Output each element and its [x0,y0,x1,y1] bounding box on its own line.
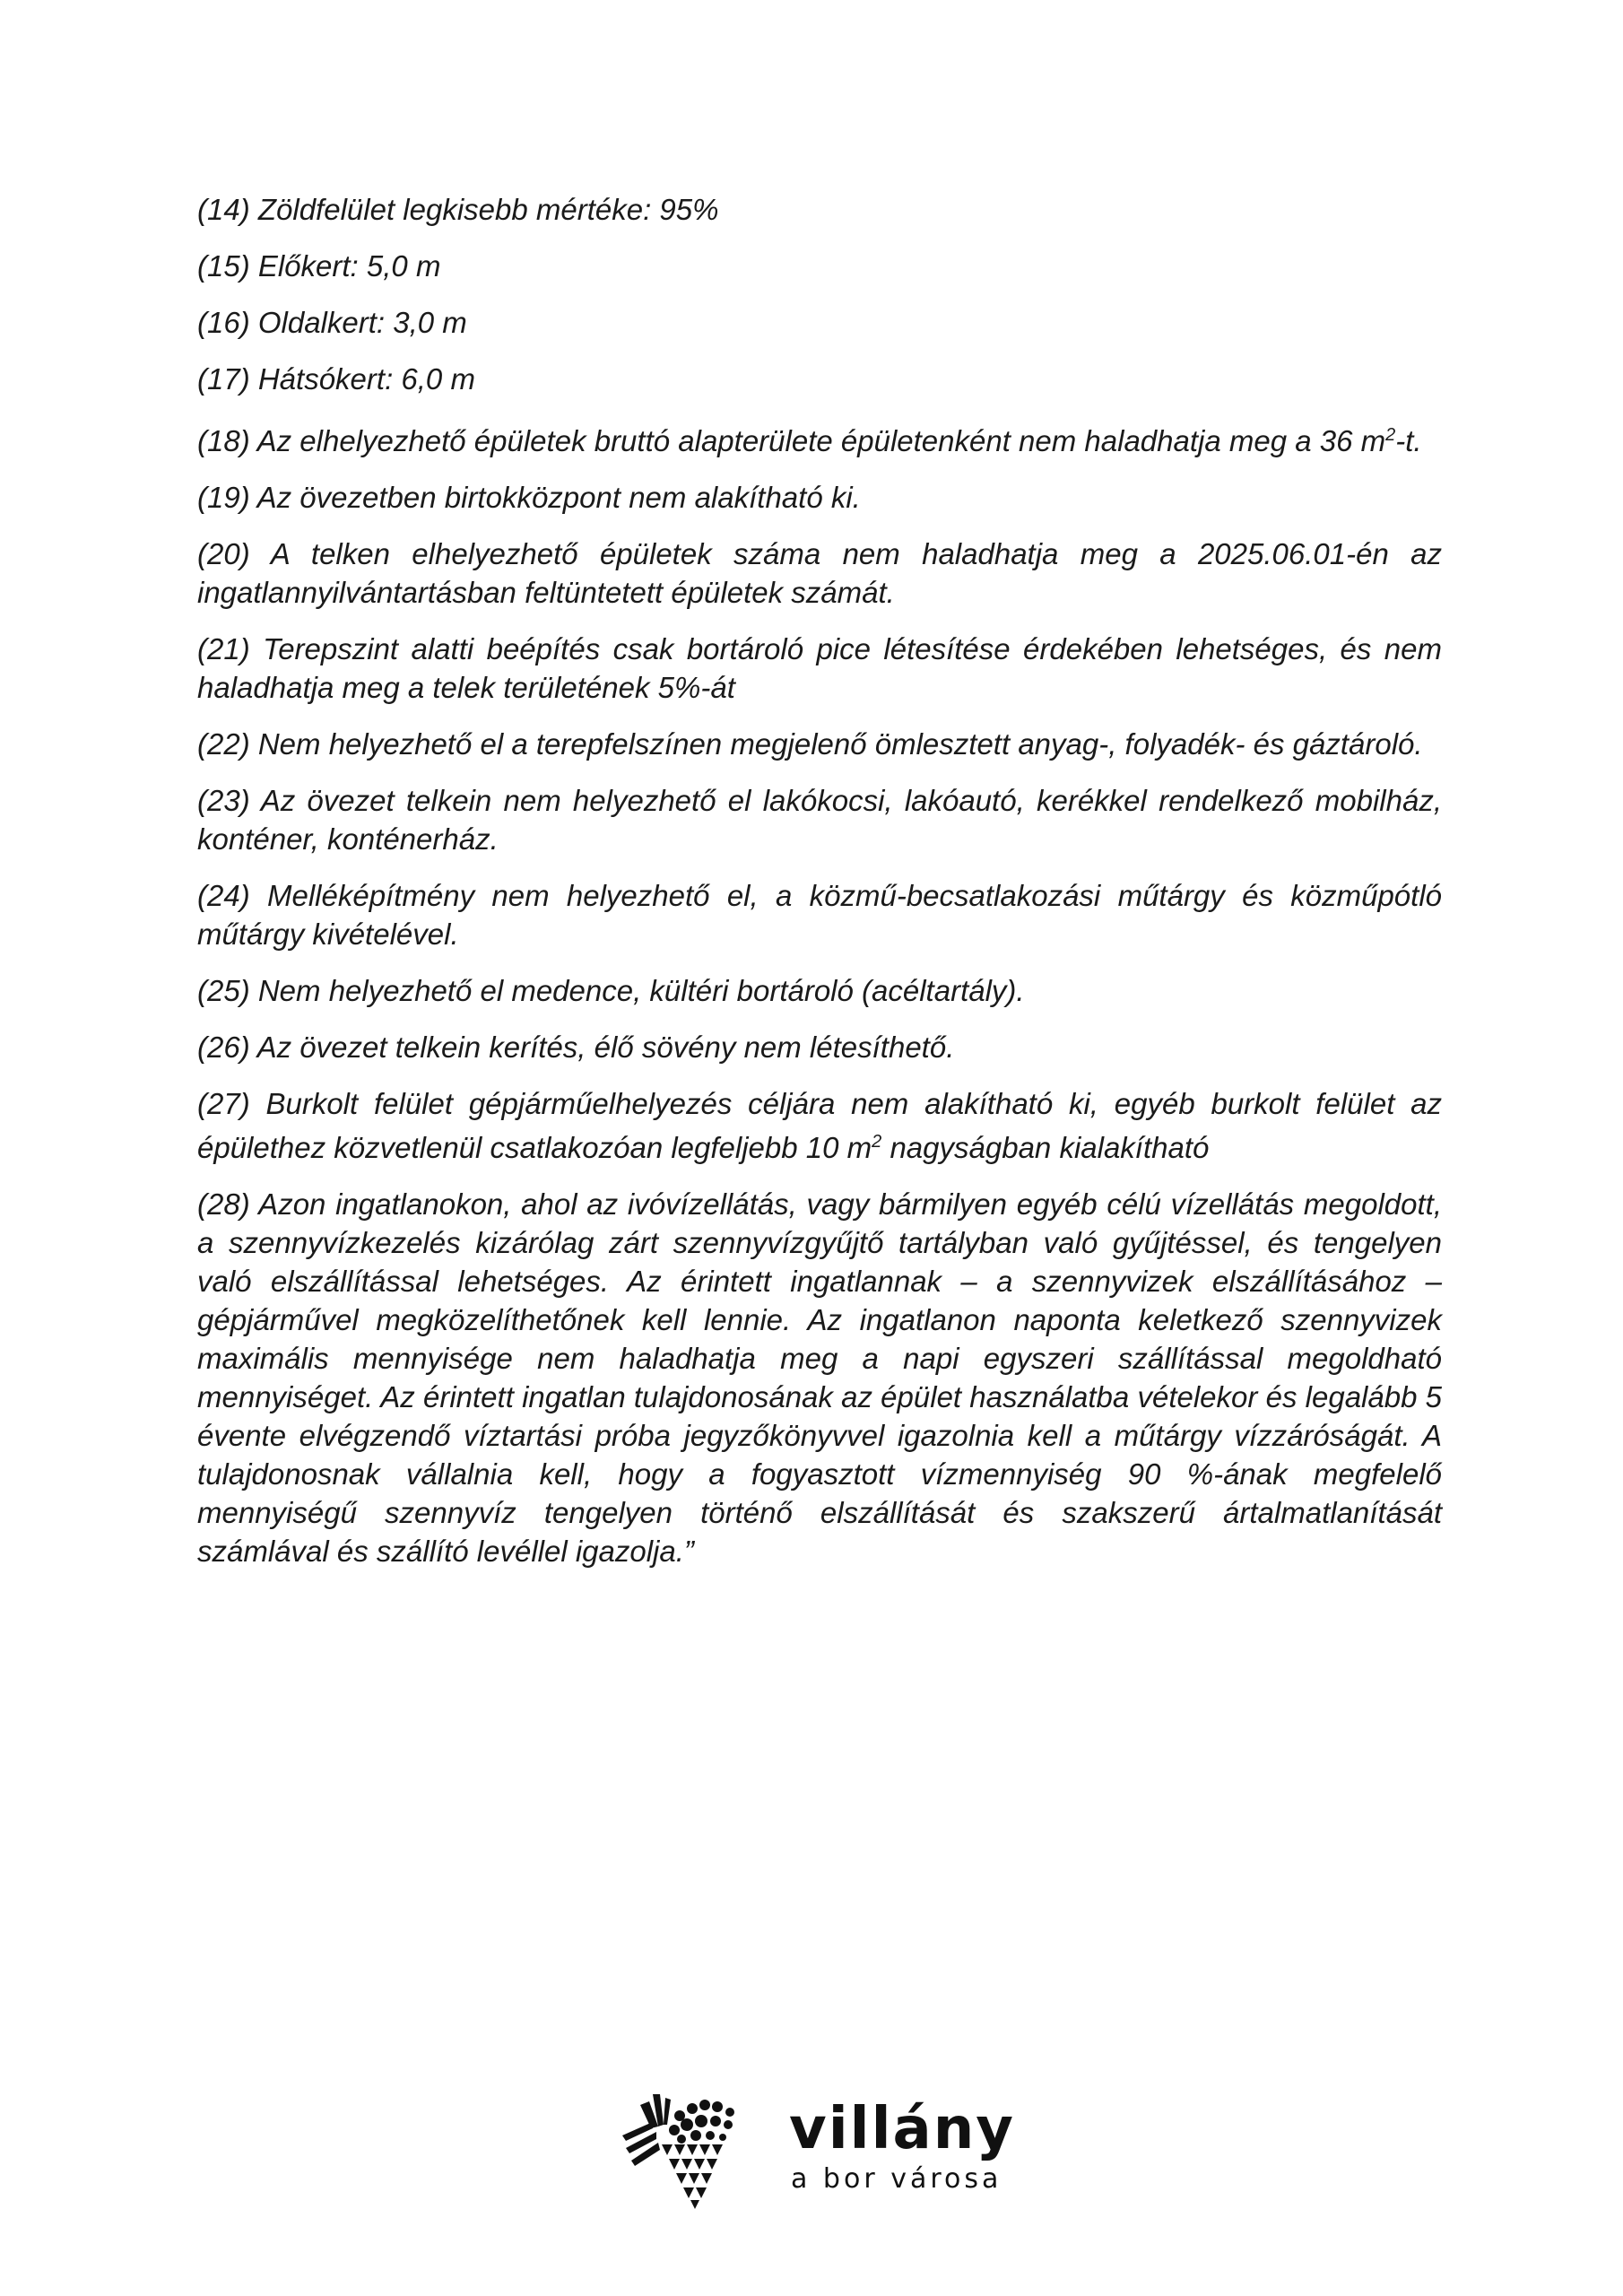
paragraph-18 [197,416,1442,460]
paragraph-17: (17) Hátsókert: 6,0 m [197,362,475,396]
logo-wordmark: villány [789,2096,1015,2162]
paragraph-27 [197,1084,1442,1167]
paragraph-16: (16) Oldalkert: 3,0 m [197,306,467,339]
paragraph-27-tail: nagyságban kialakítható [881,1131,1210,1164]
paragraph-20: (20) A telken elhelyezhető épületek száma nem haladhatja meg a 2025.06.01-én az ingatlannyilvántartásban feltüntetett épületek számát. [197,537,1442,609]
paragraph-24: (24) Melléképítmény nem helyezhető el, a közmű-becsatlakozási műtárgy és közműpótló műtárgy kivételével. [197,879,1442,951]
paragraph-23: (23) Az övezet telkein nem helyezhető el lakókocsi, lakóautó, kerékkel rendelkező mobilház, konténer, konténerház. [197,784,1442,856]
paragraph-28: (28) Azon ingatlanokon, ahol az ivóvízellátás, vagy bármilyen egyéb célú vízellátás megoldott, a szennyvízkezelés kizárólag zárt szennyvízgyűjtő tartályban való gyűjtéssel, és tengelyen való elszállítással lehetséges. Az érintett ingatlannak – a szennyvizek elszállításához – gépjárművel megközelíthetőnek kell lennie. Az ingatlanon naponta keletkező szennyvizek maximális mennyisége nem haladhatja meg a napi egyszeri szállítással megoldható mennyiséget. Az érintett ingatlan tulajdonosának az épület használatba vételekor és legalább 5 évente elvégzendő víztartási próba jegyzőkönyvvel igazolnia kell a műtárgy vízzáróságát. A tulajdonosnak vállalnia kell, hogy a fogyasztott vízmennyiség 90 %-ának megfelelő mennyiségű szennyvíz tengelyen történő elszállítását és szakszerű ártalmatlanítását számlával és szállító levéllel igazolja.” [197,1187,1442,1568]
superscript: 2 [1385,425,1396,445]
logo-tagline: a bor városa [791,2163,1002,2195]
paragraph-18-text: (18) Az elhelyezhető épületek bruttó alapterülete épületenként nem haladhatja meg a 36 m [197,424,1386,457]
paragraph-27-text: (27) Burkolt felület gépjárműelhelyezés céljára nem alakítható ki, egyéb burkolt felület az épülethez közvetlenül csatlakozóan legfeljebb 10 m [197,1087,1442,1164]
superscript: 2 [872,1132,882,1152]
paragraph-22: (22) Nem helyezhető el a terepfelszínen megjelenő ömlesztett anyag-, folyadék- és gáztároló. [197,727,1423,761]
grape-heart-logo-icon [619,2085,744,2211]
paragraph-19: (19) Az övezetben birtokközpont nem alakítható ki. [197,481,861,514]
paragraph-26: (26) Az övezet telkein kerítés, élő sövény nem létesíthető. [197,1031,955,1064]
paragraph-25: (25) Nem helyezhető el medence, kültéri bortároló (acéltartály). [197,974,1025,1007]
paragraph-15: (15) Előkert: 5,0 m [197,249,441,283]
document-body [197,190,1442,1588]
paragraph-18-tail: -t. [1395,424,1422,457]
paragraph-14: (14) Zöldfelület legkisebb mértéke: 95% [197,193,719,226]
villany-logo [619,2085,1013,2211]
paragraph-21: (21) Terepszint alatti beépítés csak bortároló pice létesítése érdekében lehetséges, és nem haladhatja meg a telek területének 5%-át [197,632,1442,704]
